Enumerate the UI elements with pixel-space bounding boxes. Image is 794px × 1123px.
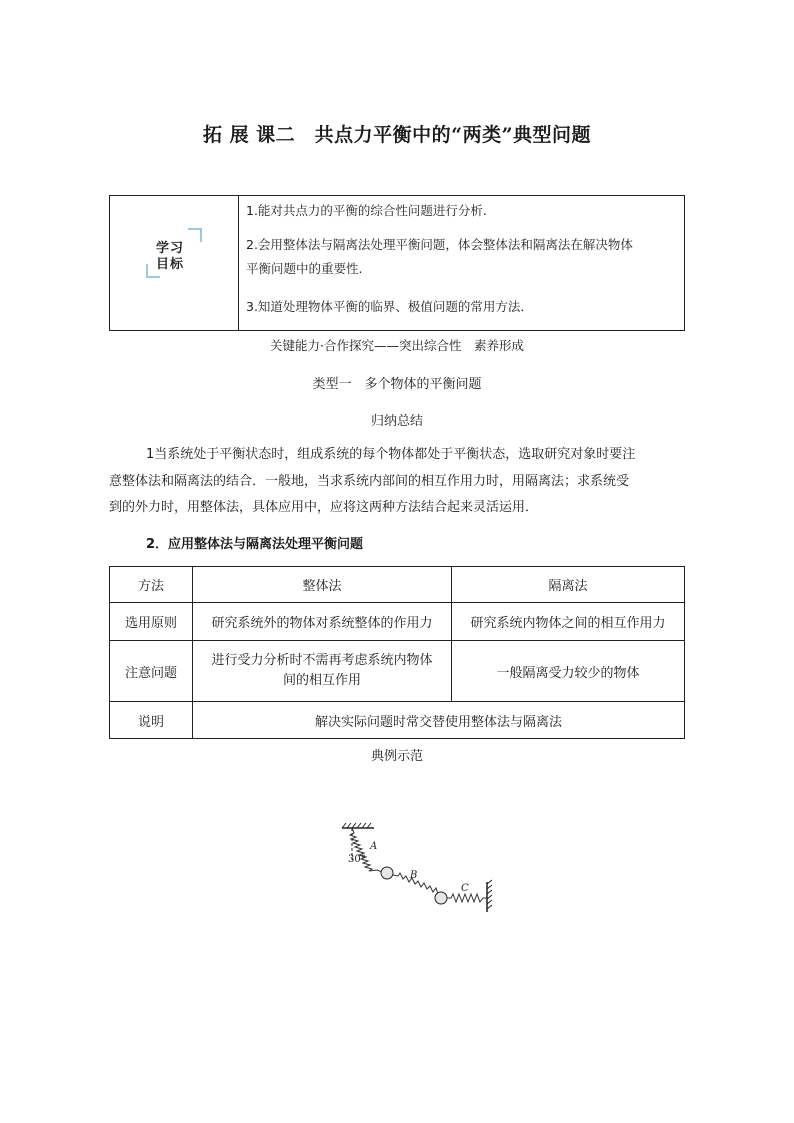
table-header-whole: 整体法: [193, 567, 452, 603]
spring-ball-figure: [332, 822, 497, 921]
section-heading: 关键能力·合作探究——突出综合性 素养形成: [270, 338, 524, 353]
table-header-isolation: 隔离法: [452, 567, 685, 603]
spring-label-a: A: [370, 841, 378, 852]
table-cell-line-1: 进行受力分析时不需再考虑系统内物体: [211, 653, 433, 668]
table-cell: [193, 641, 452, 702]
table-header-method: 方法: [110, 567, 193, 603]
objective-1: 1.能对共点力的平衡的综合性问题进行分析.: [246, 203, 487, 218]
objective-3: 3.知道处理物体平衡的临界、极值问题的常用方法．: [246, 299, 533, 314]
table-cell: 研究系统内物体之间的相互作用力: [452, 603, 685, 641]
spring-system-diagram: [332, 822, 497, 917]
table-row: [110, 702, 685, 739]
badge-label-2: 目标: [156, 257, 185, 272]
point-2-heading: 2．应用整体法与隔离法处理平衡问题: [146, 537, 364, 552]
table-row: [110, 641, 685, 702]
learning-objectives-box: [109, 195, 685, 331]
table-cell: 一般隔离受力较少的物体: [452, 641, 685, 702]
ball-2: [435, 892, 447, 904]
spring-c: [447, 894, 487, 902]
method-table: [109, 566, 685, 739]
table-cell-label: 注意问题: [110, 641, 193, 702]
table-cell-label: 说明: [110, 702, 193, 739]
table-cell-label: 选用原则: [110, 603, 193, 641]
table-cell: 研究系统外的物体对系统整体的作用力: [193, 603, 452, 641]
paragraph-line-1: 1当系统处于平衡状态时，组成系统的每个物体都处于平衡状态，选取研究对象时要注: [146, 447, 636, 462]
objectives-badge-icon: [146, 228, 202, 278]
spring-b: [393, 873, 442, 896]
page-title: 拓 展 课二 共点力平衡中的“两类”典型问题: [202, 124, 592, 146]
ball-1: [381, 867, 393, 879]
table-cell-merged: 解决实际问题时常交替使用整体法与隔离法: [193, 702, 685, 739]
paragraph-line-3: 到的外力时，用整体法，具体应用中，应将这两种方法结合起来灵活运用．: [109, 500, 539, 515]
objective-2: 2.会用整体法与隔离法处理平衡问题，体会整体法和隔离法在解决物体: [246, 237, 633, 252]
paragraph-line-2: 意整体法和隔离法的结合．一般地，当求系统内部间的相互作用力时，用隔离法；求系统受: [109, 474, 630, 489]
angle-label: 30°: [348, 854, 366, 865]
table-row: [110, 603, 685, 641]
objectives-badge-cell: [110, 196, 239, 330]
table-header-row: [110, 567, 685, 603]
table-cell-line-2: 间的相互作用: [282, 673, 361, 688]
spring-label-c: C: [461, 883, 469, 894]
summary-heading: 归纳总结: [370, 414, 423, 429]
objective-2-cont: 平衡问题中的重要性.: [246, 261, 363, 276]
badge-label-1: 学习: [156, 241, 185, 256]
example-heading: 典例示范: [370, 749, 423, 764]
spring-label-b: B: [410, 870, 418, 881]
type-heading: 类型一 多个物体的平衡问题: [312, 377, 482, 392]
